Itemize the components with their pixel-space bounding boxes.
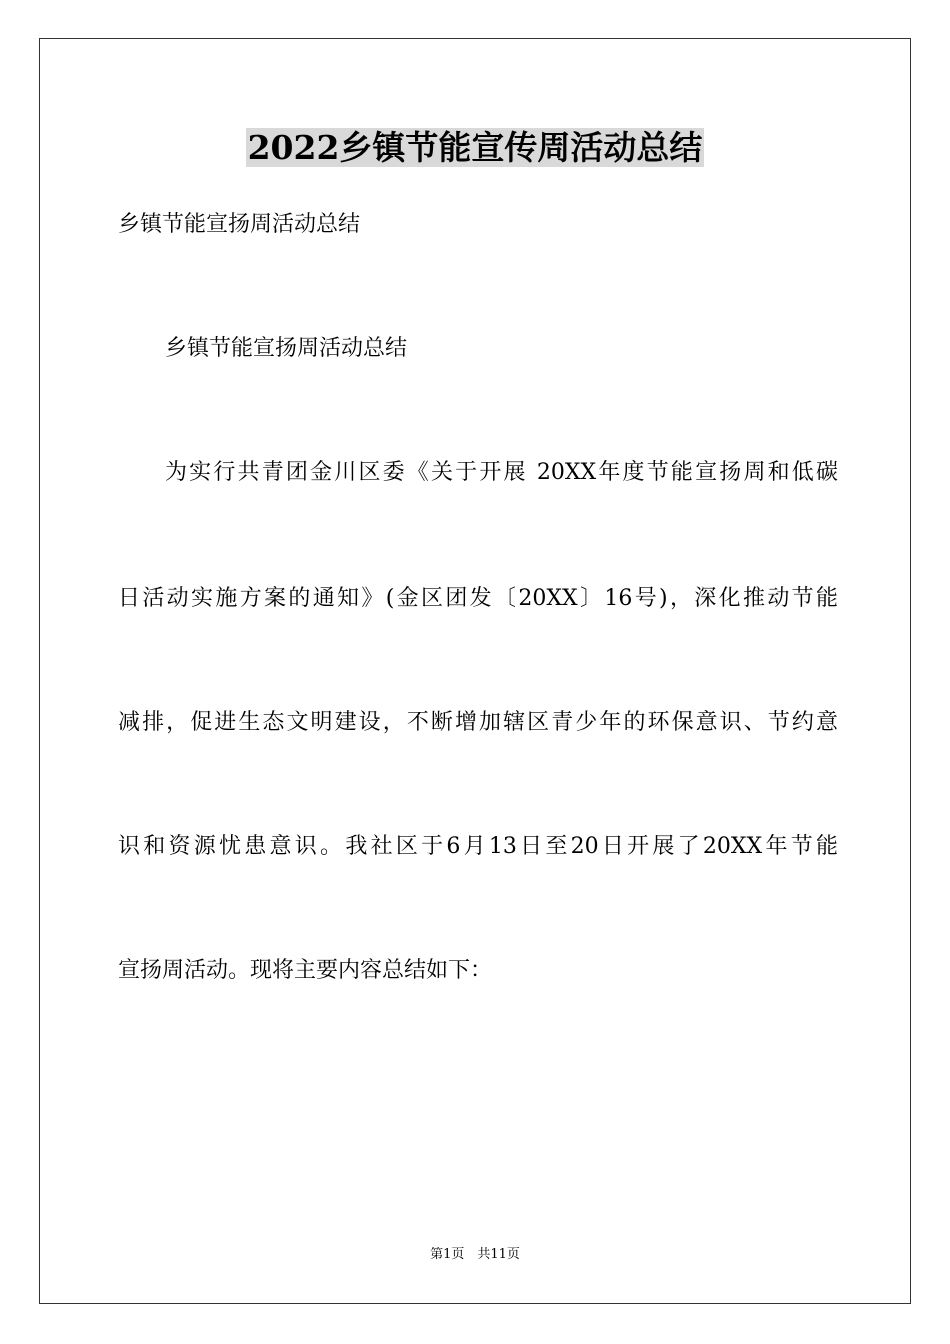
paragraph-line: 日活动实施方案的通知》(金区团发〔20XX〕16号)，深化推动节能: [118, 586, 838, 611]
paragraph-line: 为实行共青团金川区委《关于开展 20XX年度节能宣扬周和低碳: [165, 460, 838, 485]
page-number-footer: 第1页 共11页: [430, 1247, 520, 1262]
document-subtitle: 乡镇节能宣扬周活动总结: [118, 212, 361, 237]
document-title-text: 2022乡镇节能宣传周活动总结: [247, 128, 703, 167]
section-heading: 乡镇节能宣扬周活动总结: [165, 336, 408, 361]
paragraph-line: 减排，促进生态文明建设，不断增加辖区青少年的环保意识、节约意: [118, 710, 838, 735]
document-title: [0, 126, 950, 170]
paragraph-line: 识和资源忧患意识。我社区于6月13日至20日开展了20XX年节能: [118, 834, 838, 859]
paragraph-line: 宣扬周活动。现将主要内容总结如下：: [118, 958, 493, 983]
